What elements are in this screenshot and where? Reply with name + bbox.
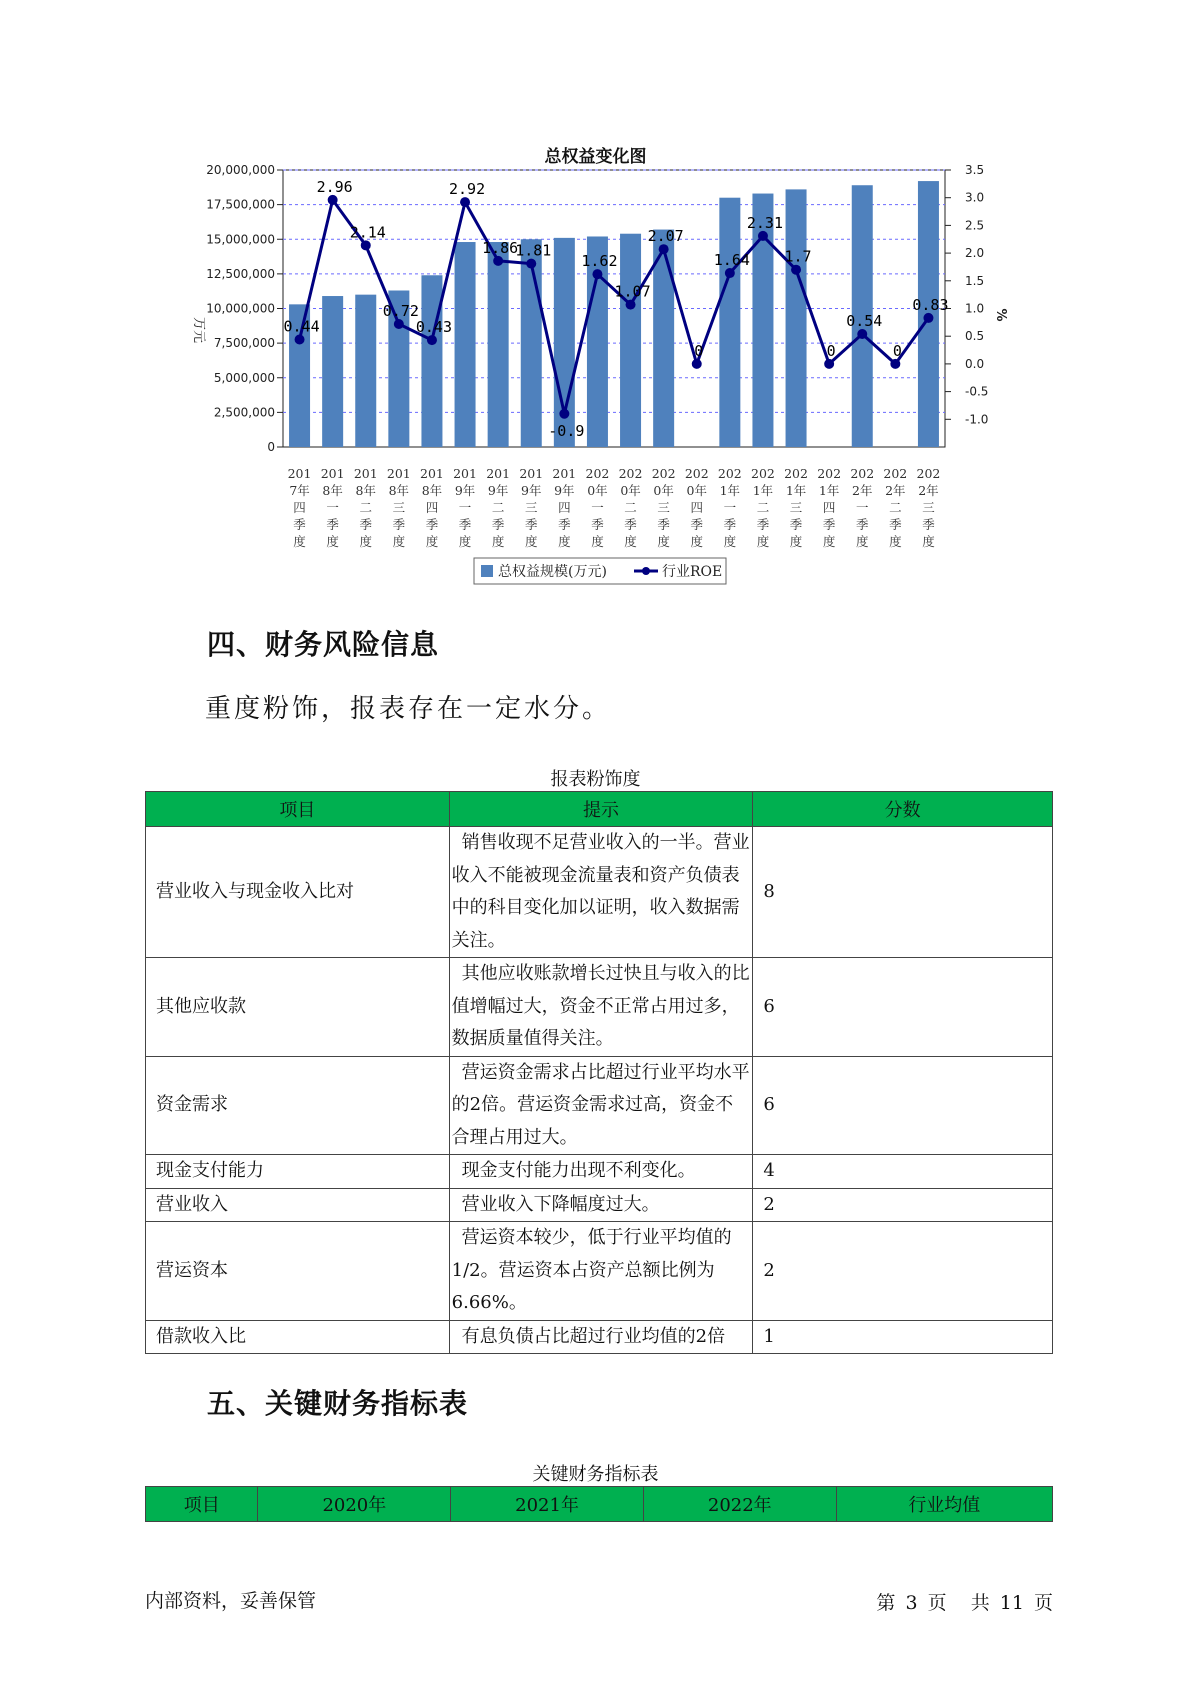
x-tick-label: 度	[558, 534, 571, 549]
x-tick-label: 度	[458, 534, 472, 549]
risk-table-caption: 报表粉饰度	[550, 769, 641, 790]
x-tick-label: 度	[326, 534, 339, 549]
bar	[786, 189, 807, 447]
risk-item: 资金需求	[146, 1056, 450, 1155]
x-tick-label: 度	[359, 534, 373, 549]
roe-point	[692, 359, 702, 369]
x-tick-label: 度	[690, 534, 704, 549]
x-tick-label: 季	[425, 517, 439, 532]
total-prefix: 共	[970, 1592, 990, 1614]
data-label: 0.54	[846, 311, 883, 330]
x-tick-label: 1年	[818, 483, 840, 498]
risk-score: 2	[753, 1188, 1053, 1222]
bar	[322, 296, 343, 447]
bar	[455, 242, 476, 447]
x-tick-label: 201	[320, 466, 345, 481]
x-tick-label: 季	[690, 517, 704, 532]
x-tick-label: 度	[392, 534, 406, 549]
roe-point	[361, 240, 371, 250]
x-tick-label: 2年	[885, 483, 906, 498]
x-tick-label: 1年	[752, 483, 774, 498]
bar	[421, 275, 442, 447]
x-tick-label: 三	[657, 500, 670, 515]
left-tick-label: 17,500,000	[206, 197, 275, 212]
risk-item: 营业收入与现金收入比对	[146, 827, 450, 958]
x-tick-label: 度	[822, 534, 836, 549]
risk-item: 其他应收款	[146, 958, 450, 1057]
data-label: 0.44	[283, 317, 320, 336]
x-tick-label: 季	[855, 517, 869, 532]
roe-point	[394, 319, 404, 329]
risk-item: 营运资本	[146, 1222, 450, 1321]
x-tick-label: 201	[486, 466, 511, 481]
left-tick-label: 5,000,000	[213, 370, 275, 385]
right-tick-label: 1.0	[965, 301, 985, 316]
x-tick-label: 四	[822, 500, 836, 515]
x-tick-label: 202	[717, 466, 742, 481]
x-tick-label: 季	[822, 517, 836, 532]
risk-hint: 营运资本较少，低于行业平均值的1/2。营运资本占资产总额比例为6.66%。	[449, 1222, 753, 1321]
right-tick-label: -1.0	[965, 412, 989, 427]
risk-item: 营业收入	[146, 1188, 450, 1222]
x-tick-label: 9年	[521, 483, 542, 498]
x-tick-label: 四	[558, 500, 571, 515]
right-tick-label: 0.0	[965, 356, 985, 371]
page-unit: 页	[927, 1592, 947, 1614]
x-tick-label: 0年	[587, 483, 608, 498]
roe-point	[857, 329, 867, 339]
risk-header-hint: 提示	[449, 792, 753, 827]
risk-table	[145, 791, 1053, 1354]
equity-chart	[0, 0, 1191, 600]
x-tick-label: 202	[618, 466, 643, 481]
x-tick-label: 202	[850, 466, 875, 481]
table-row	[146, 1320, 1053, 1354]
x-tick-label: 二	[624, 500, 637, 515]
x-tick-label: 202	[651, 466, 676, 481]
x-tick-label: 季	[624, 517, 637, 532]
kpi-header-industry: 行业均值	[836, 1487, 1052, 1522]
risk-item: 借款收入比	[146, 1320, 450, 1354]
x-tick-label: 季	[558, 517, 571, 532]
risk-score: 8	[753, 827, 1053, 958]
total-unit: 页	[1033, 1592, 1053, 1614]
section4-heading: 四、财务风险信息	[207, 628, 440, 661]
roe-point	[791, 265, 801, 275]
x-tick-label: 四	[425, 500, 439, 515]
x-tick-label: 季	[922, 517, 935, 532]
risk-hint: 销售收现不足营业收入的一半。营业收入不能被现金流量表和资产负债表中的科目变化加以证明，收入数据需关注。	[449, 827, 753, 958]
roe-point	[758, 231, 768, 241]
x-tick-label: 度	[855, 534, 869, 549]
roe-point	[328, 195, 338, 205]
x-tick-label: 2年	[852, 483, 873, 498]
risk-item: 现金支付能力	[146, 1155, 450, 1189]
legend-line-label: 行业ROE	[662, 564, 723, 580]
x-tick-label: 四	[293, 500, 306, 515]
data-label: 0.83	[912, 295, 949, 314]
x-tick-label: 8年	[421, 483, 443, 498]
x-tick-label: 一	[591, 500, 604, 515]
table-row	[146, 958, 1053, 1057]
x-tick-label: 一	[855, 500, 869, 515]
right-axis-label: %	[993, 308, 1008, 322]
left-tick-label: 0	[267, 440, 275, 454]
x-tick-label: 201	[287, 466, 312, 481]
data-label: 2.96	[316, 177, 353, 196]
x-tick-label: 2年	[918, 483, 939, 498]
risk-score: 1	[753, 1320, 1053, 1354]
data-label: 0	[826, 341, 836, 360]
x-tick-label: 8年	[322, 483, 343, 498]
risk-header-item: 项目	[146, 792, 450, 827]
x-tick-label: 201	[453, 466, 477, 481]
x-tick-label: 季	[524, 517, 538, 532]
table-row	[146, 1222, 1053, 1321]
x-tick-label: 二	[359, 500, 373, 515]
data-label: 1.07	[614, 282, 651, 301]
x-tick-label: 度	[425, 534, 439, 549]
x-tick-label: 9年	[454, 483, 476, 498]
x-tick-label: 201	[420, 466, 444, 481]
x-tick-label: 季	[293, 517, 306, 532]
right-tick-label: 2.5	[965, 218, 985, 233]
roe-point	[526, 259, 536, 269]
data-label: -0.9	[548, 421, 585, 440]
x-tick-label: 季	[491, 517, 505, 532]
roe-point	[460, 197, 470, 207]
bar	[355, 295, 376, 447]
left-tick-label: 12,500,000	[206, 266, 275, 281]
x-tick-label: 季	[591, 517, 604, 532]
bar	[488, 242, 509, 447]
footer-confidential: 内部资料，妥善保管	[145, 1590, 317, 1612]
risk-score: 6	[753, 1056, 1053, 1155]
data-label: 2.14	[349, 223, 386, 242]
x-tick-label: 季	[392, 517, 406, 532]
right-tick-label: 3.5	[965, 163, 985, 177]
legend-line-marker	[642, 567, 650, 575]
roe-point	[592, 269, 602, 279]
legend-bar-swatch	[481, 565, 493, 577]
x-tick-label: 202	[784, 466, 808, 481]
x-tick-label: 度	[591, 534, 604, 549]
x-tick-label: 202	[916, 466, 941, 481]
bar	[719, 198, 740, 447]
roe-point	[626, 300, 636, 310]
right-tick-label: 0.5	[965, 329, 985, 344]
x-tick-label: 202	[883, 466, 908, 481]
risk-header-score: 分数	[753, 792, 1053, 827]
data-label: 1.64	[713, 251, 750, 270]
page-total: 11	[999, 1592, 1024, 1614]
x-tick-label: 度	[293, 534, 306, 549]
x-tick-label: 度	[524, 534, 538, 549]
legend-bar-label: 总权益规模(万元)	[498, 564, 607, 580]
x-tick-label: 二	[491, 500, 505, 515]
table-row	[146, 1188, 1053, 1222]
x-tick-label: 202	[585, 466, 610, 481]
data-label: 2.31	[746, 213, 784, 232]
roe-point	[295, 335, 305, 345]
x-tick-label: 度	[889, 534, 902, 549]
x-tick-label: 7年	[289, 483, 310, 498]
x-tick-label: 201	[353, 466, 378, 481]
x-tick-label: 度	[657, 534, 670, 549]
x-tick-label: 9年	[554, 483, 575, 498]
section5-heading: 五、关键财务指标表	[207, 1387, 469, 1420]
left-tick-label: 7,500,000	[213, 336, 275, 351]
x-tick-label: 8年	[388, 483, 410, 498]
x-tick-label: 季	[723, 517, 737, 532]
x-tick-label: 一	[326, 500, 339, 515]
risk-summary: 重度粉饰，报表存在一定水分。	[205, 694, 612, 724]
left-axis-label: 万元	[191, 316, 206, 344]
roe-point	[923, 313, 933, 323]
x-tick-label: 0年	[686, 483, 707, 498]
x-tick-label: 201	[386, 466, 411, 481]
x-tick-label: 季	[326, 517, 339, 532]
x-tick-label: 0年	[620, 483, 641, 498]
x-tick-label: 9年	[487, 483, 509, 498]
left-tick-label: 15,000,000	[206, 232, 275, 247]
left-tick-label: 2,500,000	[213, 405, 275, 420]
x-tick-label: 三	[392, 500, 406, 515]
x-tick-label: 201	[519, 466, 544, 481]
data-label: 2.07	[647, 227, 684, 246]
x-tick-label: 四	[690, 500, 704, 515]
roe-point	[427, 335, 437, 345]
x-tick-label: 1年	[785, 483, 807, 498]
page-prefix: 第	[876, 1592, 896, 1614]
bar	[620, 234, 641, 447]
kpi-table	[145, 1486, 1053, 1522]
x-tick-label: 二	[889, 500, 902, 515]
page-current: 3	[905, 1592, 918, 1614]
right-tick-label: -0.5	[965, 384, 989, 399]
x-tick-label: 8年	[355, 483, 376, 498]
data-label: 0	[892, 341, 902, 360]
right-tick-label: 3.0	[965, 190, 985, 205]
x-tick-label: 1年	[719, 483, 741, 498]
chart-title: 总权益变化图	[544, 147, 647, 167]
table-row	[146, 1155, 1053, 1189]
risk-hint: 现金支付能力出现不利变化。	[449, 1155, 753, 1189]
x-tick-label: 202	[684, 466, 709, 481]
risk-hint: 营业收入下降幅度过大。	[449, 1188, 753, 1222]
risk-hint: 有息负债占比超过行业均值的2倍	[449, 1320, 753, 1354]
x-tick-label: 一	[723, 500, 737, 515]
risk-hint: 其他应收账款增长过快且与收入的比值增幅过大，资金不正常占用过多，数据质量值得关注。	[449, 958, 753, 1057]
data-label: 2.92	[448, 180, 486, 199]
risk-score: 4	[753, 1155, 1053, 1189]
roe-point	[824, 359, 834, 369]
table-row	[146, 1056, 1053, 1155]
x-tick-label: 季	[756, 517, 770, 532]
data-label: 1.86	[482, 238, 519, 257]
footer-page-number	[872, 1588, 1053, 1615]
x-tick-label: 一	[458, 500, 472, 515]
x-tick-label: 度	[789, 534, 803, 549]
x-tick-label: 季	[359, 517, 373, 532]
risk-hint: 营运资金需求占比超过行业平均水平的2倍。营运资金需求过高，资金不合理占用过大。	[449, 1056, 753, 1155]
kpi-table-caption: 关键财务指标表	[532, 1464, 659, 1485]
x-tick-label: 度	[624, 534, 637, 549]
x-tick-label: 季	[889, 517, 902, 532]
x-tick-label: 度	[491, 534, 505, 549]
x-tick-label: 度	[756, 534, 770, 549]
data-label: 1.7	[784, 247, 812, 266]
roe-point	[725, 268, 735, 278]
kpi-header-item: 项目	[146, 1487, 258, 1522]
roe-point	[559, 409, 569, 419]
x-tick-label: 季	[458, 517, 472, 532]
x-tick-label: 度	[723, 534, 737, 549]
x-tick-label: 202	[817, 466, 842, 481]
kpi-header-2022: 2022年	[643, 1487, 836, 1522]
left-tick-label: 10,000,000	[206, 301, 275, 316]
data-label: 0.72	[382, 302, 419, 321]
data-label: 0	[694, 341, 704, 360]
x-tick-label: 度	[922, 534, 935, 549]
x-tick-label: 三	[789, 500, 803, 515]
roe-point	[659, 244, 669, 254]
table-row	[146, 827, 1053, 958]
risk-score: 2	[753, 1222, 1053, 1321]
right-tick-label: 1.5	[965, 273, 985, 288]
left-tick-label: 20,000,000	[206, 163, 275, 177]
data-label: 1.62	[581, 252, 618, 271]
kpi-header-2021: 2021年	[451, 1487, 644, 1522]
x-tick-label: 三	[922, 500, 935, 515]
data-label: 1.81	[515, 241, 552, 260]
data-label: 0.43	[415, 318, 453, 337]
x-tick-label: 二	[756, 500, 770, 515]
right-tick-label: 2.0	[965, 246, 985, 261]
roe-point	[493, 256, 503, 266]
x-tick-label: 0年	[653, 483, 674, 498]
x-tick-label: 季	[789, 517, 803, 532]
x-tick-label: 季	[657, 517, 670, 532]
roe-point	[890, 359, 900, 369]
kpi-header-2020: 2020年	[258, 1487, 451, 1522]
x-tick-label: 202	[751, 466, 775, 481]
risk-score: 6	[753, 958, 1053, 1057]
x-tick-label: 三	[524, 500, 538, 515]
x-tick-label: 201	[552, 466, 577, 481]
